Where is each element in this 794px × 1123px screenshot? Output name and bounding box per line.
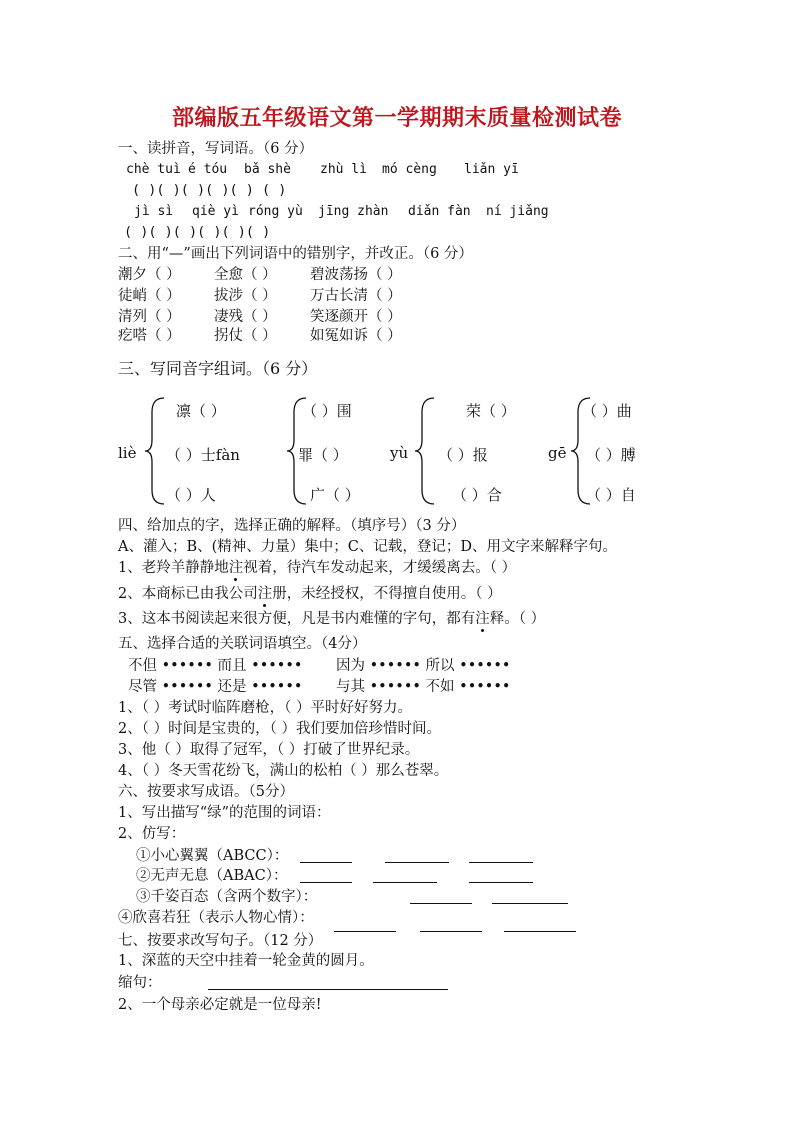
pinyin-item: zhù lì: [320, 162, 367, 177]
group-item: 罪（ ）: [298, 446, 348, 464]
question-text: 释。（ ）: [489, 611, 546, 627]
imitation-prompt: ①小心翼翼（ABCC）：: [136, 848, 289, 864]
pinyin-item: róng yù: [248, 204, 303, 219]
pinyin-item: jì sì: [134, 204, 174, 219]
section-6-heading: 六、按要求写成语。（5分）: [118, 784, 294, 800]
conjunction-option: 与其 •••••• 不如 ••••••: [336, 679, 511, 695]
typo-item: 徒峭（ ）: [118, 288, 181, 304]
question-item: 2、仿写：: [118, 826, 186, 842]
answer-blank[interactable]: [208, 975, 448, 990]
group-item: （ ）自: [586, 486, 636, 504]
group-item: （ ）士fàn: [166, 446, 240, 464]
question-item: 3、他（ ）取得了冠军，（ ）打破了世界纪录。: [118, 742, 420, 758]
answer-blank[interactable]: [469, 868, 533, 883]
typo-item: 拔涉（ ）: [214, 288, 277, 304]
question-text: 册，未经授权，不得擅自使用。（ ）: [272, 586, 502, 602]
question-item: [118, 609, 545, 629]
group-item: （ ）围: [302, 402, 352, 420]
pinyin-item: diǎn fàn: [408, 204, 471, 219]
answer-blank[interactable]: [410, 889, 472, 904]
conjunction-option: 不但 •••••• 而且 ••••••: [128, 658, 303, 674]
group-item: （ ）膊: [586, 446, 636, 464]
question-item: 4、（ ）冬天雪花纷飞，满山的松柏（ ）那么苍翠。: [118, 763, 449, 779]
answer-boxes-row-1: ( )( )( )( )( ) ( ): [132, 182, 287, 198]
question-text: 2、本商标已由我公司: [118, 586, 258, 602]
group-item: （ ）曲: [582, 402, 632, 420]
question-text: 1、老羚羊静静地: [118, 560, 229, 576]
question-item: 2、（ ）时间是宝贵的，（ ）我们要加倍珍惜时间。: [118, 721, 441, 737]
question-item: 1、（ ）考试时临阵磨枪，（ ）平时好好努力。: [118, 700, 412, 716]
conjunction-option: 因为 •••••• 所以 ••••••: [336, 658, 511, 674]
typo-item: 清列（ ）: [118, 309, 181, 325]
group-item: 凛（ ）: [176, 402, 226, 420]
answer-label: 缩句：: [118, 975, 162, 991]
typo-item: 全愈（ ）: [214, 267, 277, 283]
answer-blank[interactable]: [492, 889, 568, 904]
imitation-prompt: ④欣喜若狂（表示人物心情）：: [118, 910, 314, 926]
answer-blank[interactable]: [504, 917, 576, 932]
pinyin-item: mó cèng: [382, 162, 437, 177]
dotted-char: 注: [475, 611, 490, 627]
pinyin-item: é tóu: [188, 162, 228, 177]
answer-blank[interactable]: [385, 848, 449, 863]
answer-blank[interactable]: [300, 868, 352, 883]
answer-blank[interactable]: [300, 848, 352, 863]
answer-blank[interactable]: [373, 868, 437, 883]
question-text: 3、这本书阅读起来很方便，凡是书内难懂的字句，都有: [118, 611, 476, 627]
pinyin-item: qiè yì: [192, 204, 239, 219]
pinyin-item: ní jiǎng: [486, 204, 549, 219]
dotted-char: 注: [257, 586, 273, 602]
question-item: [118, 584, 502, 604]
conjunction-option: 尽管 •••••• 还是 ••••••: [128, 679, 303, 695]
group-item: （ ）人: [166, 486, 216, 504]
question-item: 1、深蓝的天空中挂着一轮金黄的圆月。: [118, 953, 374, 969]
typo-item: 碧波荡扬（ ）: [310, 267, 402, 283]
imitation-prompt: ②无声无息（ABAC）：: [136, 868, 288, 884]
brace-icon: [414, 396, 438, 506]
section-7-heading: 七、按要求改写句子。（12 分）: [118, 933, 323, 949]
answer-blank[interactable]: [420, 917, 482, 932]
group-item: （ ）报: [438, 446, 488, 464]
answer-boxes-row-2: ( )( )( )( )( )( ): [124, 224, 271, 240]
typo-item: 笑逐颜开（ ）: [310, 309, 402, 325]
question-item: 1、写出描写“绿”的范围的词语：: [118, 805, 331, 821]
section-3-heading: 三、写同音字组词。（6 分）: [118, 359, 318, 378]
pinyin-item: bǎ shè: [244, 162, 291, 177]
group-item: 荣（ ）: [466, 402, 516, 420]
pinyin-item: chè tuì: [126, 162, 181, 177]
dotted-char: 注: [228, 560, 244, 576]
question-item: [118, 558, 516, 578]
group-pinyin: liè: [118, 444, 137, 462]
section-5-heading: 五、选择合适的关联词语填空。（4分）: [118, 636, 367, 652]
group-pinyin: gē: [548, 444, 567, 462]
brace-icon: [144, 396, 168, 506]
typo-item: 拐仗（ ）: [214, 328, 277, 344]
imitation-prompt: ③千姿百态（含两个数字）：: [136, 889, 318, 905]
page-title: 部编版五年级语文第一学期期末质量检测试卷: [171, 106, 622, 131]
definition-options: A、灌入；B、(精神、力量）集中；C、记载，登记；D、用文字来解释字句。: [118, 539, 618, 555]
answer-blank[interactable]: [334, 917, 396, 932]
section-1-heading: 一、读拼音，写词语。（6 分）: [118, 141, 314, 157]
pinyin-item: jīng zhàn: [318, 204, 389, 219]
typo-item: 疙嗒（ ）: [118, 328, 181, 344]
section-4-heading: 四、给加点的字，选择正确的解释。（填序号）（3 分）: [118, 518, 466, 534]
group-item: 广（ ）: [310, 486, 360, 504]
typo-item: 凄残（ ）: [214, 309, 277, 325]
typo-item: 万古长清（ ）: [310, 288, 402, 304]
section-2-heading: 二、用“—”画出下列词语中的错别字，并改正。（6 分）: [118, 246, 473, 262]
typo-item: 潮夕（ ）: [118, 267, 181, 283]
group-pinyin: yù: [390, 444, 409, 462]
group-item: （ ）合: [452, 486, 502, 504]
answer-blank[interactable]: [469, 848, 533, 863]
pinyin-item: liǎn yī: [464, 162, 519, 177]
question-text: 视着，待汽车发动起来，才缓缓离去。（ ）: [243, 560, 517, 576]
typo-item: 如冤如诉（ ）: [310, 328, 402, 344]
question-item: 2、一个母亲必定就是一位母亲!: [118, 997, 322, 1013]
